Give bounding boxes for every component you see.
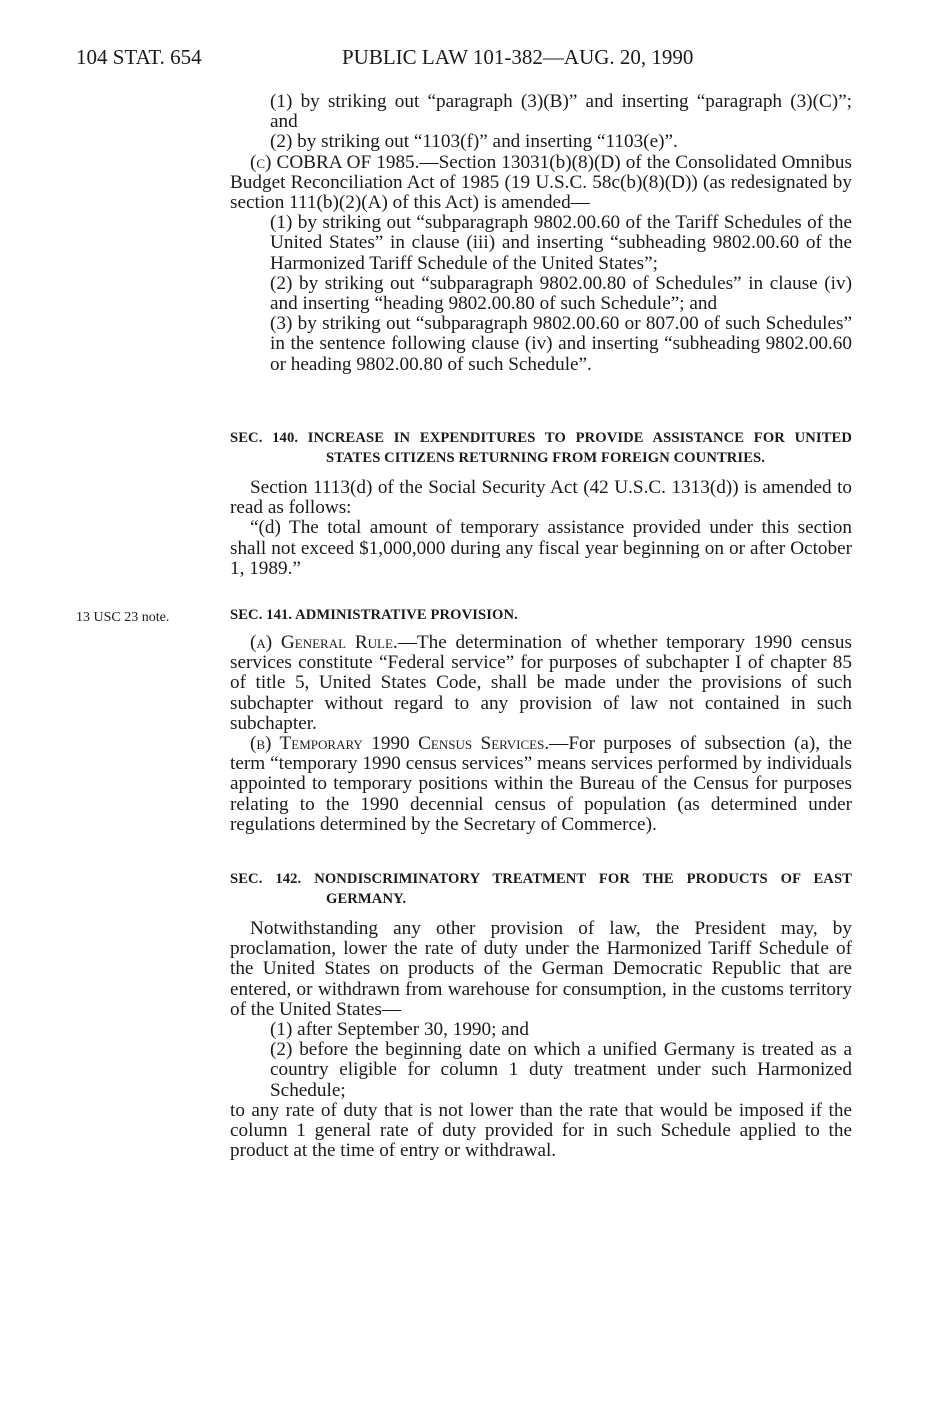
paragraph: “(d) The total amount of temporary assistance provided under this section shall not exceed $1,000,000 during any fiscal year beginning on or after October 1, 1989.” [230, 517, 852, 579]
paragraph: to any rate of duty that is not lower than the rate that would be imposed if the column 1 general rate of duty provided for in such Schedule applied to the product at the time of entry or withdrawal. [230, 1099, 852, 1162]
section-141 [230, 605, 852, 835]
paragraph: (1) after September 30, 1990; and [270, 1019, 529, 1041]
subsection-heading: (b) Temporary 1990 Census Services. [250, 733, 550, 755]
paragraph: Notwithstanding any other provision of law, the President may, by proclamation, lower the rate of duty under the Harmonized Tariff Schedule of the United States on products of the German Democratic Republic that are entered, or withdrawn from warehouse for consumption, in the customs territory of the United States— [230, 918, 852, 1020]
paragraph: (2) before the beginning date on which a unified Germany is treated as a country eligible for column 1 duty treatment under such Harmonized Schedule; [270, 1039, 852, 1101]
section-heading: SEC. 141. ADMINISTRATIVE PROVISION. [230, 607, 518, 623]
subsection-heading: (a) General Rule. [250, 632, 398, 653]
section-142 [230, 869, 852, 1161]
section-140 [230, 428, 852, 579]
paragraph [230, 633, 852, 734]
paragraph: (2) by striking out “subparagraph 9802.00.80 of Schedules” in clause (iv) and inserting “heading 9802.00.80 of such Schedule”; and [270, 272, 852, 315]
subsection-text: —Section 13031(b)(8)(D) of the Consolidated Omnibus Budget Reconciliation Act of 1985 (19 U.S.C. 58c(b)(8)(D)) (as redesignated by section 111(b)(2)(A) of this Act) is amended— [230, 151, 852, 214]
paragraph: (2) by striking out “1103(f)” and inserting “1103(e)”. [270, 131, 678, 153]
amendments-block [230, 92, 852, 375]
subsection-text: —The determination of whether temporary 1990 census services constitute “Federal service” for purposes of subchapter I of chapter 85 of title 5, United States Code, shall be made under the provisions of such subchapter without regard to any provision of law not contained in such subchapter. [230, 632, 852, 734]
stat-page-number: 104 STAT. 654 [76, 45, 202, 69]
section-heading: SEC. 142. NONDISCRIMINATORY TREATMENT FOR THE PRODUCTS OF EAST GERMANY. [230, 871, 852, 907]
section-heading: SEC. 140. INCREASE IN EXPENDITURES TO PROVIDE ASSISTANCE FOR UNITED STATES CITIZENS RETURNING FROM FOREIGN COUNTRIES. [230, 430, 852, 466]
subsection-text: —For purposes of subsection (a), the term “temporary 1990 census services” means services performed by individuals appointed to temporary positions within the Bureau of the Census for purposes relating to the 1990 decennial census of population (as determined under regulations determined by the Secretary of Commerce). [230, 733, 852, 835]
paragraph [230, 153, 852, 214]
paragraph: (1) by striking out “subparagraph 9802.00.60 of the Tariff Schedules of the United States” in clause (iii) and inserting “subheading 9802.00.60 of the Harmonized Tariff Schedule of the United States”; [270, 212, 852, 274]
paragraph: Section 1113(d) of the Social Security Act (42 U.S.C. 1313(d)) is amended to read as follows: [230, 477, 852, 519]
public-law-citation: PUBLIC LAW 101-382—AUG. 20, 1990 [342, 45, 694, 69]
margin-note: 13 USC 23 note. [76, 610, 170, 625]
paragraph: (3) by striking out “subparagraph 9802.00.60 or 807.00 of such Schedules” in the sentence following clause (iv) and inserting “subheading 9802.00.60 or heading 9802.00.80 of such Schedule”. [270, 313, 852, 375]
subsection-heading: (c) COBRA OF 1985. [250, 151, 420, 173]
paragraph: (1) by striking out “paragraph (3)(B)” and inserting “paragraph (3)(C)”; and [270, 91, 852, 133]
paragraph [230, 734, 852, 835]
